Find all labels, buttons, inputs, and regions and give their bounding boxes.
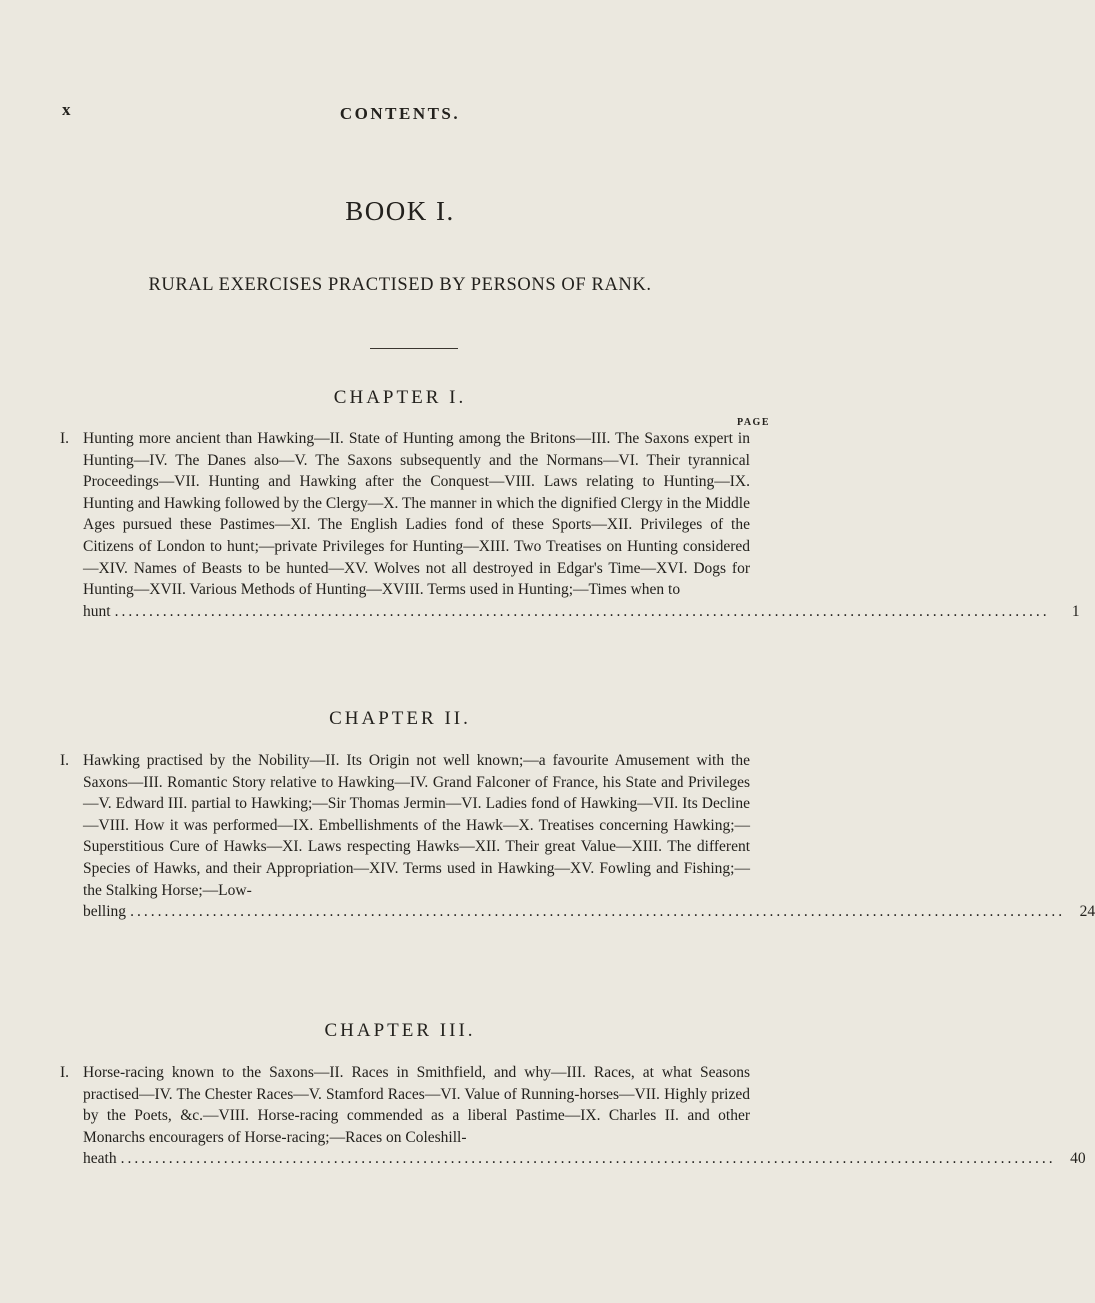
- chapter-3-last-word: heath: [83, 1150, 117, 1168]
- chapter-2-numeral: I.: [60, 752, 70, 769]
- chapter-2-last-word: belling: [83, 903, 127, 921]
- chapter-1-page: 1: [1071, 602, 1080, 620]
- chapter-3-numeral: I.: [60, 1064, 70, 1081]
- page-column-label: PAGE: [736, 417, 770, 428]
- book-title: BOOK I.: [345, 196, 455, 226]
- chapter-3-heading: CHAPTER III.: [324, 1020, 476, 1041]
- running-head: CONTENTS.: [339, 104, 461, 123]
- chapter-1-contents: [60, 428, 1080, 622]
- chapter-3-summary: [60, 1062, 750, 1148]
- chapter-2-heading: CHAPTER II.: [329, 708, 471, 729]
- chapter-2-leader-line: [60, 901, 1095, 923]
- chapter-1-leader-line: [60, 601, 1080, 623]
- chapter-2-text: Hawking practised by the Nobility—II. Its Origin not well known;—a favourite Amusement with the Saxons—III. Romantic Story relative to Hawking—IV. Grand Falconer of France, his State and Privileges—V. Edward III. partial to Hawking;—Sir Thomas Jermin—VI. Ladies fond of Hawking—VII. Its Decline—VIII. How it was performed—IX. Embellishments of the Hawk—X. Treatises concerning Hawking;—Superstitious Cure of Hawks—XI. Laws respecting Hawks—XII. Their great Value—XIII. The different Species of Hawks, and their Appropriation—XIV. Terms used in Hawking—XV. Fowling and Fishing;—the Stalking Horse;—Low-: [83, 752, 750, 899]
- chapter-1-summary: [60, 428, 750, 601]
- page-header: [60, 100, 740, 130]
- chapter-1-text: Hunting more ancient than Hawking—II. State of Hunting among the Britons—III. The Saxons expert in Hunting—IV. The Danes also—V. The Saxons subsequently and the Normans—VI. Their tyrannical Proceedings—VII. Hunting and Hawking after the Conquest—VIII. Laws relating to Hunting—IX. Hunting and Hawking followed by the Clergy—X. The manner in which the dignified Clergy in the Middle Ages pursued these Pastimes—XI. The English Ladies fond of these Sports—XII. Privileges of the Citizens of London to hunt;—private Privileges for Hunting—XIII. Two Treatises on Hunting considered—XIV. Names of Beasts to be hunted—XV. Wolves not all destroyed in Edgar's Time—XVI. Dogs for Hunting—XVII. Various Methods of Hunting—XVIII. Terms used in Hunting;—Times when to: [83, 430, 750, 599]
- page-number: x: [62, 100, 71, 119]
- chapter-3-leader-line: [60, 1148, 1086, 1170]
- chapter-2-page: 24: [1079, 903, 1095, 921]
- divider-rule: [370, 348, 458, 349]
- chapter-3-text: Horse-racing known to the Saxons—II. Races in Smithfield, and why—III. Races, at what Seasons practised—IV. The Chester Races—V. Stamford Races—VI. Value of Running-horses—VII. Highly prized by the Poets, &c.—VIII. Horse-racing commended as a liberal Pastime—IX. Charles II. and other Monarchs encouragers of Horse-racing;—Races on Coleshill-: [83, 1064, 750, 1146]
- chapter-2-contents: [60, 750, 1095, 923]
- book-subtitle: RURAL EXERCISES PRACTISED BY PERSONS OF RANK.: [148, 275, 652, 295]
- dot-leader: ........................................................................................................................................: [120, 1150, 1056, 1168]
- chapter-1-last-word: hunt: [83, 602, 111, 620]
- chapter-2-summary: [60, 750, 750, 901]
- chapter-3-contents: [60, 1062, 1086, 1170]
- chapter-1-heading: CHAPTER I.: [333, 387, 467, 408]
- chapter-3-page: 40: [1070, 1150, 1086, 1168]
- dot-leader: ........................................................................................................................................: [130, 903, 1066, 921]
- dot-leader: ........................................................................................................................................: [114, 602, 1050, 620]
- chapter-1-numeral: I.: [60, 430, 70, 447]
